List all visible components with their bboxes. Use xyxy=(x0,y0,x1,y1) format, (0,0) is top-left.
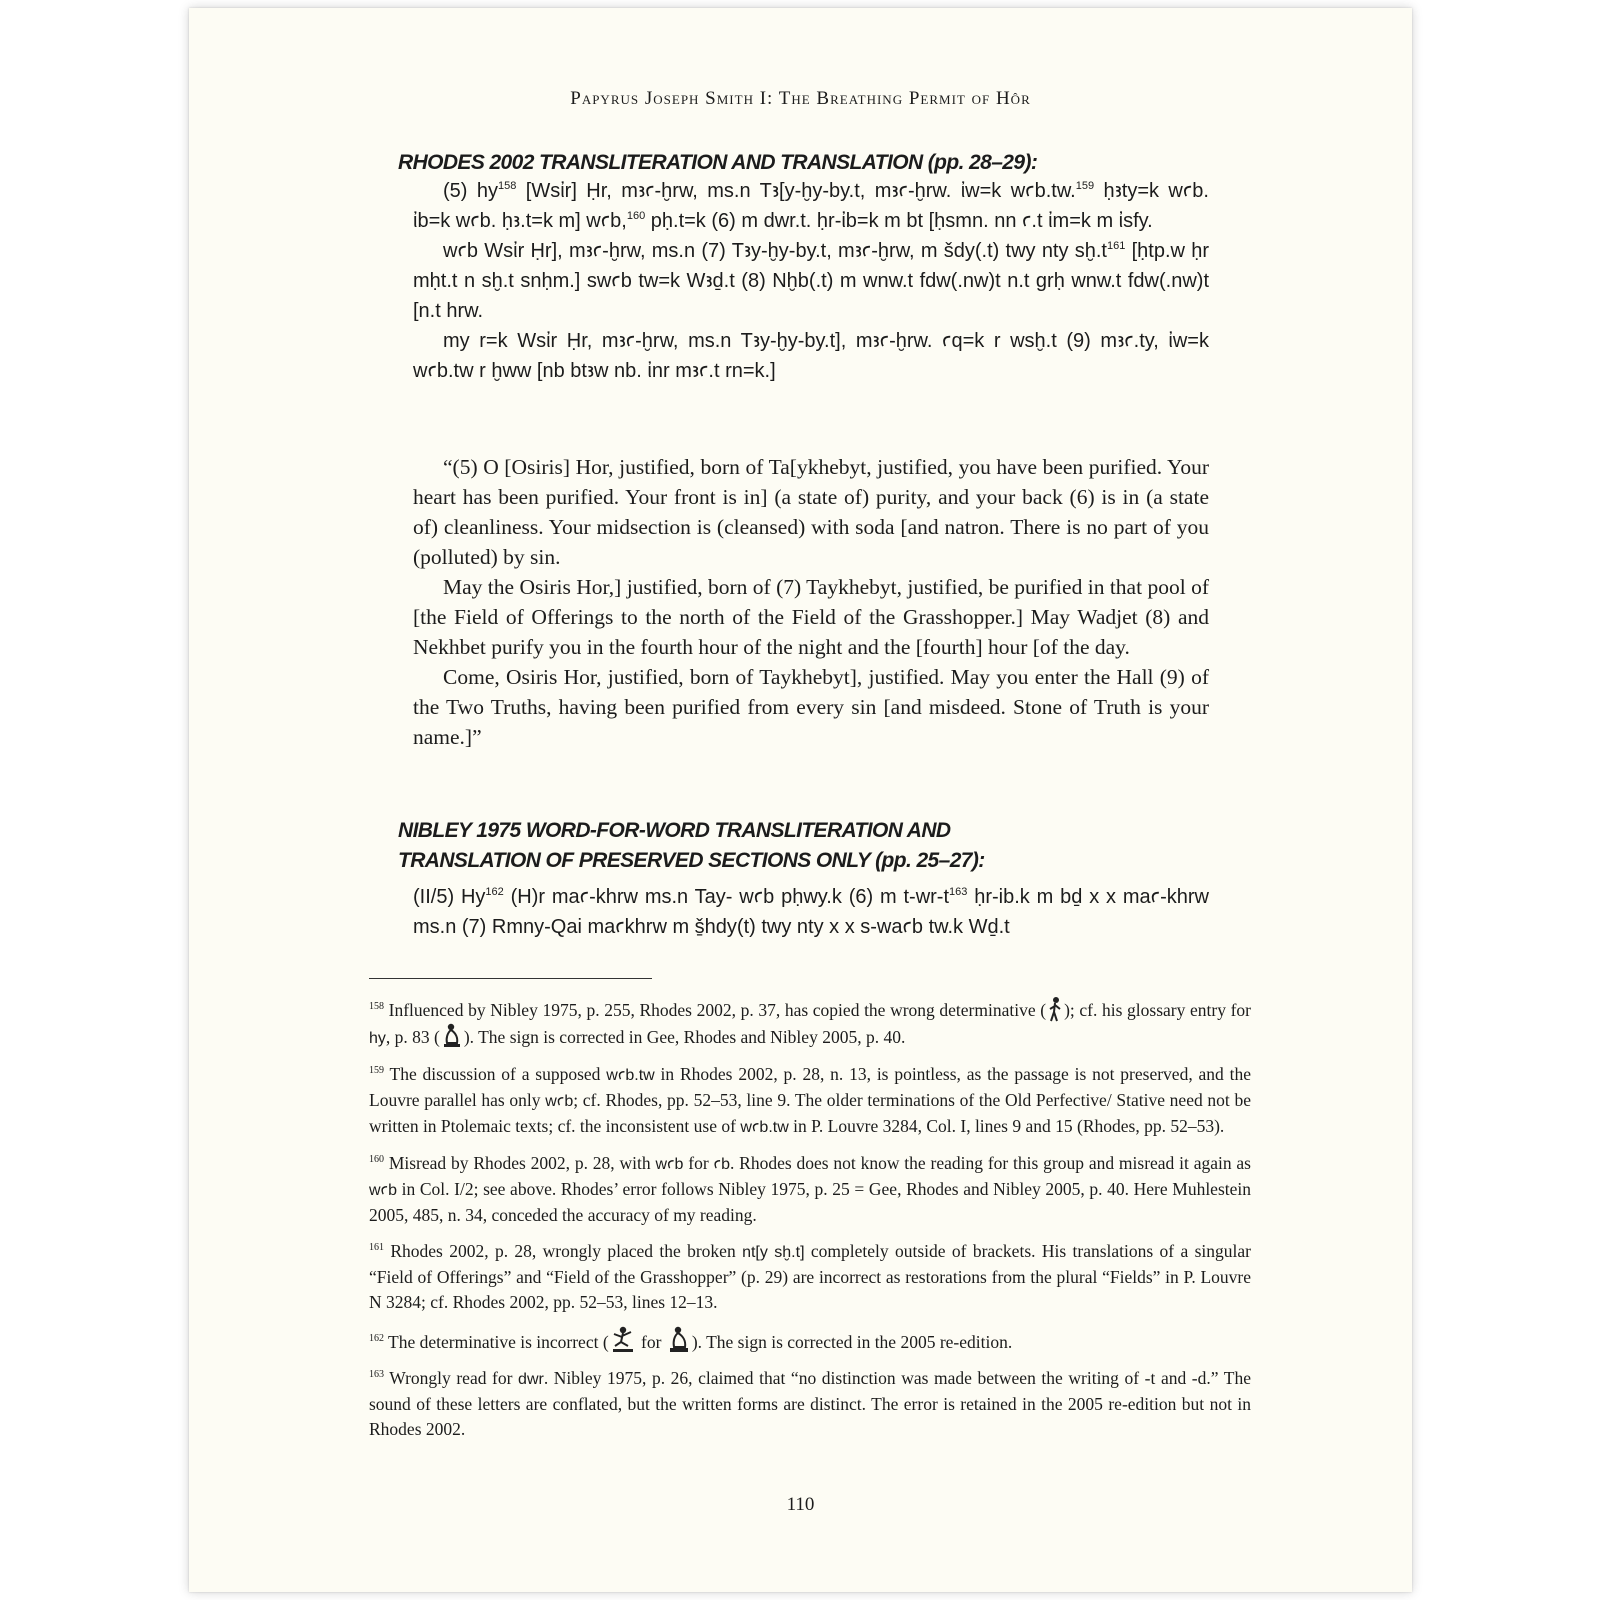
running-head: Papyrus Joseph Smith I: The Breathing Permit of Hôr xyxy=(570,88,1031,109)
footnotes xyxy=(369,996,1251,1453)
section-heading-rhodes: RHODES 2002 TRANSLITERATION AND TRANSLATION (pp. 28–29): xyxy=(398,151,1038,174)
translation-paragraph: May the Osiris Hor,] justified, born of (7) Taykhebyt, justified, be purified in that pool of [the Field of Offerings to the north of the Field of the Grasshopper.] May Wadjet (8) and Nekhbet purify you in the fourth hour of the night and the [fourth] hour [of the day. xyxy=(413,575,1209,659)
footnote-ref: 163 xyxy=(949,886,968,898)
translit-paragraph: my r=k Wsἰr Ḥr, mꜣꜥ-ḫrw, ms.n Tꜣy-ḫy-by.t], mꜣꜥ-ḫrw. ꜥq=k r wsḫ.t (9) mꜣꜥ.ty, ἰw=k wꜥb.tw r ḫww [nb btꜣw nb. ἰnr mꜣꜥ.t rn=k.] xyxy=(413,330,1209,382)
footnote-rule xyxy=(369,978,652,979)
footnote-158: $^{158}$ Influenced by Nibley 1975, p. 255, Rhodes 2002, p. 37, has copied the wrong determinative ( ); cf. his glossary entry for hy, p. 83 ( ). The sign is corrected in Gee, Rhodes and Nibley 2005, p. 40. xyxy=(369,996,1251,1051)
page-number: 110 xyxy=(786,1494,815,1515)
translation-paragraph: “(5) O [Osiris] Hor, justified, born of Ta[ykhebyt, justified, you have been purified. Your heart has been purified. Your front is in] (a state of) purity, and your back (6) is in (a state of) cleanliness. Your midsection is (cleansed) with soda [and natron. There is no part of you (polluted) by sin. xyxy=(413,455,1209,569)
footnote-ref: 161 xyxy=(1106,240,1126,252)
translit-paragraph: (5) $hy^{158}$ [Wsἰr] Ḥr, mꜣꜥ-ḫrw, ms.n Tꜣ[y-ḫy-by.t, mꜣꜥ-ḫrw. ἰw=k wꜥb.tw.$^{159}$ ḥꜣty=k wꜥb. ἰb=k wꜥb. ḥꜣ.t=k m] wꜥb,$^{160}$ pḥ.t=k (6) m dwr.t. ḥr-ἰb=k m bt [ḥsmn. nn ꜥ.t ἰm=k m ἰsfy. xyxy=(413,180,1209,232)
footnote-ref: 159 xyxy=(1075,180,1095,192)
footnote-ref: 158 xyxy=(498,180,517,192)
translit-paragraph: (II/5) Hy$^{162}$ (H)r maꜥ-khrw ms.n Tay- wꜥb pḥwy.k (6) m $t-wr-t^{163}$ ḥr-ib.k m bḏ x x maꜥ-khrw ms.n (7) Rmny-Qai maꜥkhrw m š̱hdy(t) twy nty x x s-waꜥb tw.k Wḏ.t xyxy=(413,886,1209,938)
section-heading-nibley: NIBLEY 1975 WORD-FOR-WORD TRANSLITERATION AND TRANSLATION OF PRESERVED SECTIONS ONLY (pp. 25–27): xyxy=(398,819,985,872)
nibley-transliteration xyxy=(413,882,1209,942)
seated-figure-hieroglyph-icon xyxy=(441,1023,463,1049)
seated-figure-hieroglyph-icon xyxy=(667,1326,691,1354)
footnote-163: $^{163}$ Wrongly read for dwr. Nibley 1975, p. 26, claimed that “no distinction was made between the writing of -t and -d.” The sound of these letters are conflated, but the written forms are distinct. The error is retained in the 2005 re-edition but not in Rhodes 2002. xyxy=(369,1368,1251,1439)
rhodes-translation xyxy=(413,452,1209,752)
translit-paragraph: wꜥb Wsἰr Ḥr], mꜣꜥ-ḫrw, ms.n (7) Tꜣy-ḫy-by.t, mꜣꜥ-ḫrw, m šdy(.t) twy nty $sḫ.t^{161}$ [ḥtp.w ḥr mḥt.t n sḫ.t snḥm.] swꜥb tw=k Wꜣḏ.t (8) Nḫb(.t) m wnw.t fdw(.nw)t n.t grḥ wnw.t fdw(.nw)t [n.t hrw. xyxy=(413,240,1209,322)
rhodes-transliteration xyxy=(413,176,1209,386)
translation-paragraph: Come, Osiris Hor, justified, born of Taykhebyt], justified. May you enter the Hall (9) of the Two Truths, having been purified from every sin [and misdeed. Stone of Truth is your name.]” xyxy=(413,665,1209,749)
footnote-ref: 160 xyxy=(626,210,646,222)
footnote-160: $^{160}$ Misread by Rhodes 2002, p. 28, with wꜥb for ꜥb. Rhodes does not know the reading for this group and misread it again as wꜥb in Col. I/2; see above. Rhodes’ error follows Nibley 1975, p. 25 = Gee, Rhodes and Nibley 2005, p. 40. Here Muhlestein 2005, 485, n. 34, conceded the accuracy of my reading. xyxy=(369,1153,1251,1225)
footnote-162: $^{162}$ The determinative is incorrect ( for ). The sign is corrected in the 2005 re-edition. xyxy=(369,1326,1251,1355)
footnote-ref: 162 xyxy=(485,886,504,898)
standing-man-hieroglyph-icon xyxy=(1047,996,1063,1022)
footnote-159: $^{159}$ The discussion of a supposed wꜥb.tw in Rhodes 2002, p. 28, n. 13, is pointless, as the passage is not preserved, and the Louvre parallel has only wꜥb; cf. Rhodes, pp. 52–53, line 9. The older terminations of the Old Perfective/ Stative need not be written in Ptolemaic texts; cf. the inconsistent use of wꜥb.tw in P. Louvre 3284, Col. I, lines 9 and 15 (Rhodes, pp. 52–53). xyxy=(369,1064,1251,1136)
book-page xyxy=(189,8,1412,1592)
footnote-161: $^{161}$ Rhodes 2002, p. 28, wrongly placed the broken nt[y sḫ.t] completely outside of brackets. His translations of a singular “Field of Offerings” and “Field of the Grasshopper” (p. 29) are incorrect as restorations from the plural “Fields” in P. Louvre N 3284; cf. Rhodes 2002, pp. 52–53, lines 12–13. xyxy=(369,1241,1252,1312)
kneeling-figure-hieroglyph-icon xyxy=(610,1326,636,1354)
